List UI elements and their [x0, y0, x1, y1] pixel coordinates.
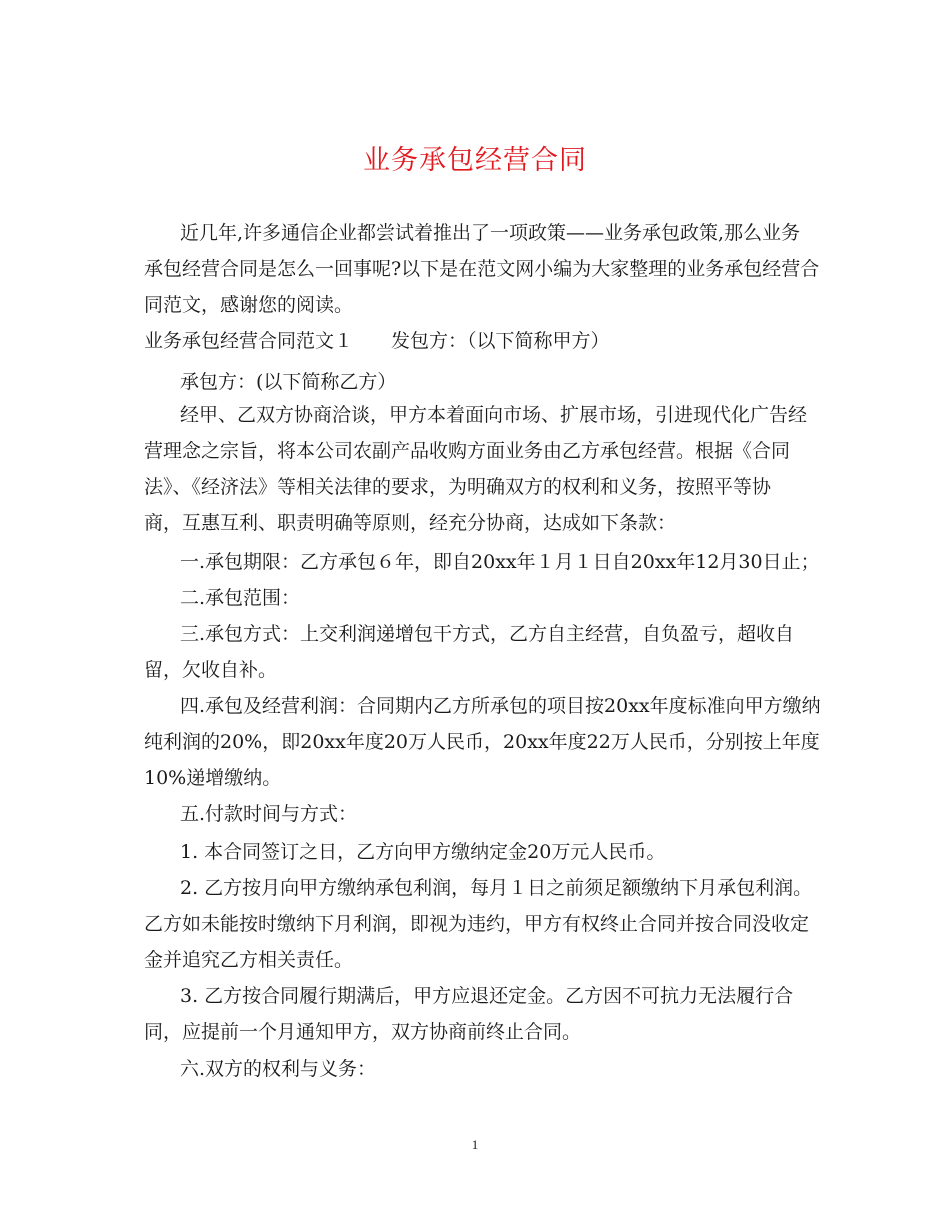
- preamble-line: 商，互惠互利、职责明确等原则，经充分协商，达成如下条款：: [144, 512, 677, 534]
- clause-profit: 纯利润的20%，即20xx年度20万人民币，20xx年度22万人民币，分别按上年度: [144, 731, 820, 753]
- document-title: 业务承包经营合同: [363, 145, 587, 176]
- sample-heading-line: [144, 327, 610, 355]
- payment-item-1: 1. 本合同签订之日，乙方向甲方缴纳定金20万元人民币。: [180, 841, 666, 863]
- page-number: 1: [471, 1137, 479, 1152]
- preamble-line: 营理念之宗旨，将本公司农副产品收购方面业务由乙方承包经营。根据《合同: [144, 440, 791, 462]
- clause-method: 留，欠收自补。: [144, 659, 278, 681]
- issuer-line: 发包方：（以下简称甲方）: [391, 330, 610, 352]
- clause-payment: 五.付款时间与方式：: [180, 803, 358, 825]
- contractor-line: 承包方：(以下简称乙方）: [180, 371, 397, 393]
- intro-line: 同范文，感谢您的阅读。: [144, 294, 354, 316]
- payment-item-2: 乙方如未能按时缴纳下月利润，即视为违约，甲方有权终止合同并按合同没收定: [144, 913, 810, 935]
- clause-profit: 四.承包及经营利润：合同期内乙方所承包的项目按20xx年度标准向甲方缴纳: [180, 695, 821, 717]
- intro-line: 承包经营合同是怎么一回事呢?以下是在范文网小编为大家整理的业务承包经营合: [144, 258, 820, 280]
- preamble-line: 经甲、乙双方协商洽谈，甲方本着面向市场、扩展市场，引进现代化广告经: [180, 404, 808, 426]
- clause-scope: 二.承包范围：: [180, 587, 301, 609]
- clause-profit: 10%递增缴纳。: [144, 767, 282, 789]
- clause-rights: 六.双方的权利与义务：: [180, 1058, 377, 1080]
- payment-item-3: 3. 乙方按合同履行期满后，甲方应退还定金。乙方因不可抗力无法履行合: [180, 985, 794, 1007]
- payment-item-2: 金并追究乙方相关责任。: [144, 949, 354, 971]
- clause-method: 三.承包方式：上交利润递增包干方式，乙方自主经营，自负盈亏，超收自: [180, 623, 795, 645]
- payment-item-2: 2. 乙方按月向甲方缴纳承包利润，每月１日之前须足额缴纳下月承包利润。: [180, 877, 813, 899]
- intro-line: 近几年,许多通信企业都尝试着推出了一项政策——业务承包政策,那么业务: [180, 222, 801, 244]
- preamble-line: 法》、《经济法》等相关法律的要求，为明确双方的权利和义务，按照平等协: [144, 476, 772, 498]
- clause-term: 一.承包期限：乙方承包６年，即自20xx年１月１日自20xx年12月30日止；: [180, 551, 820, 573]
- sample-heading: 业务承包经营合同范文１: [144, 330, 354, 352]
- payment-item-3: 同，应提前一个月通知甲方，双方协商前终止合同。: [144, 1021, 582, 1043]
